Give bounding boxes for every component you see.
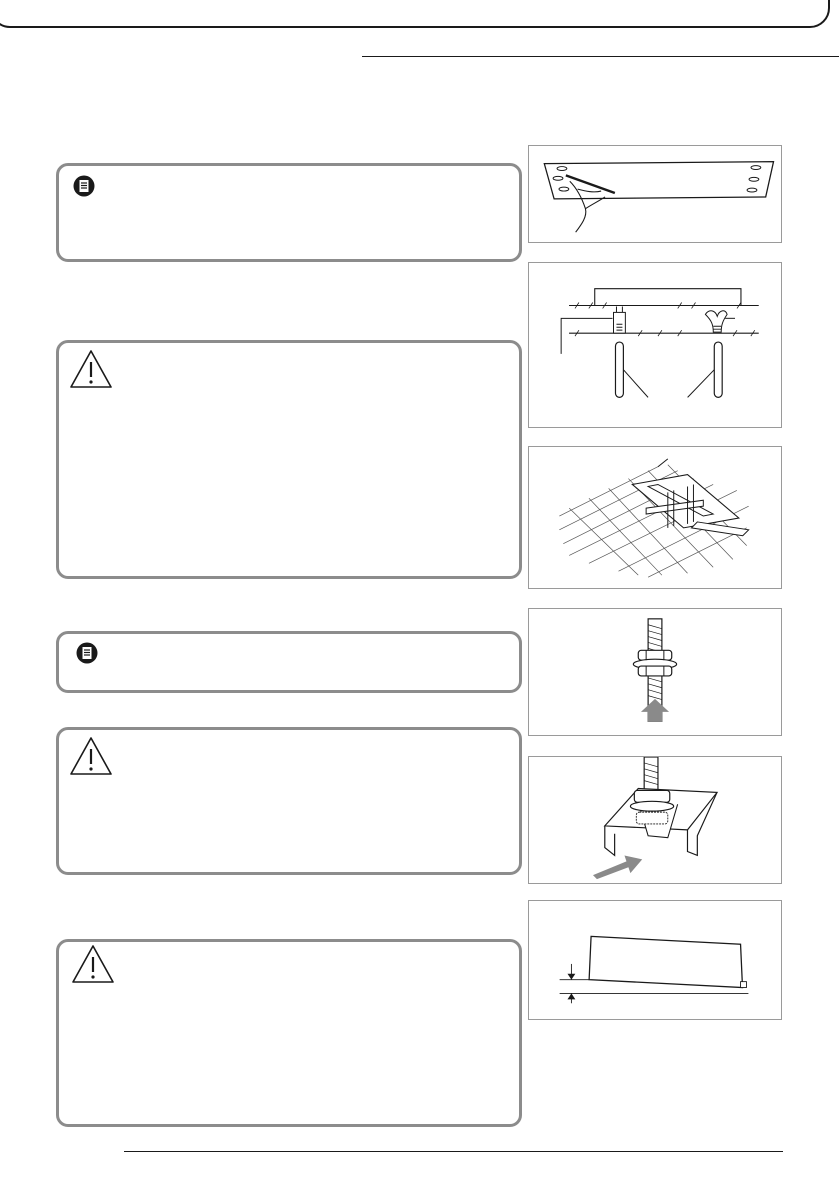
warning-box-2 (56, 727, 522, 875)
note-box-2 (56, 631, 522, 693)
warning-box-1 (56, 340, 522, 579)
header-band (0, 0, 830, 28)
figure-unit-tilt-level (528, 900, 782, 1020)
warning-triangle-icon (71, 944, 115, 984)
figure-rod-nut-washer (528, 608, 782, 736)
header-rule (362, 56, 839, 57)
figure-marking-template (528, 145, 782, 243)
note-icon (73, 175, 95, 197)
note-box-1 (56, 163, 522, 262)
figure-bracket-slide-in (528, 756, 782, 884)
footer-rule (124, 1151, 783, 1152)
warning-triangle-icon (69, 736, 113, 776)
note-icon (76, 642, 98, 664)
warning-triangle-icon (69, 349, 113, 389)
figure-ceiling-anchor-bolts (528, 262, 782, 428)
warning-box-3 (56, 939, 522, 1127)
figure-ceiling-grid-channel (528, 446, 782, 589)
